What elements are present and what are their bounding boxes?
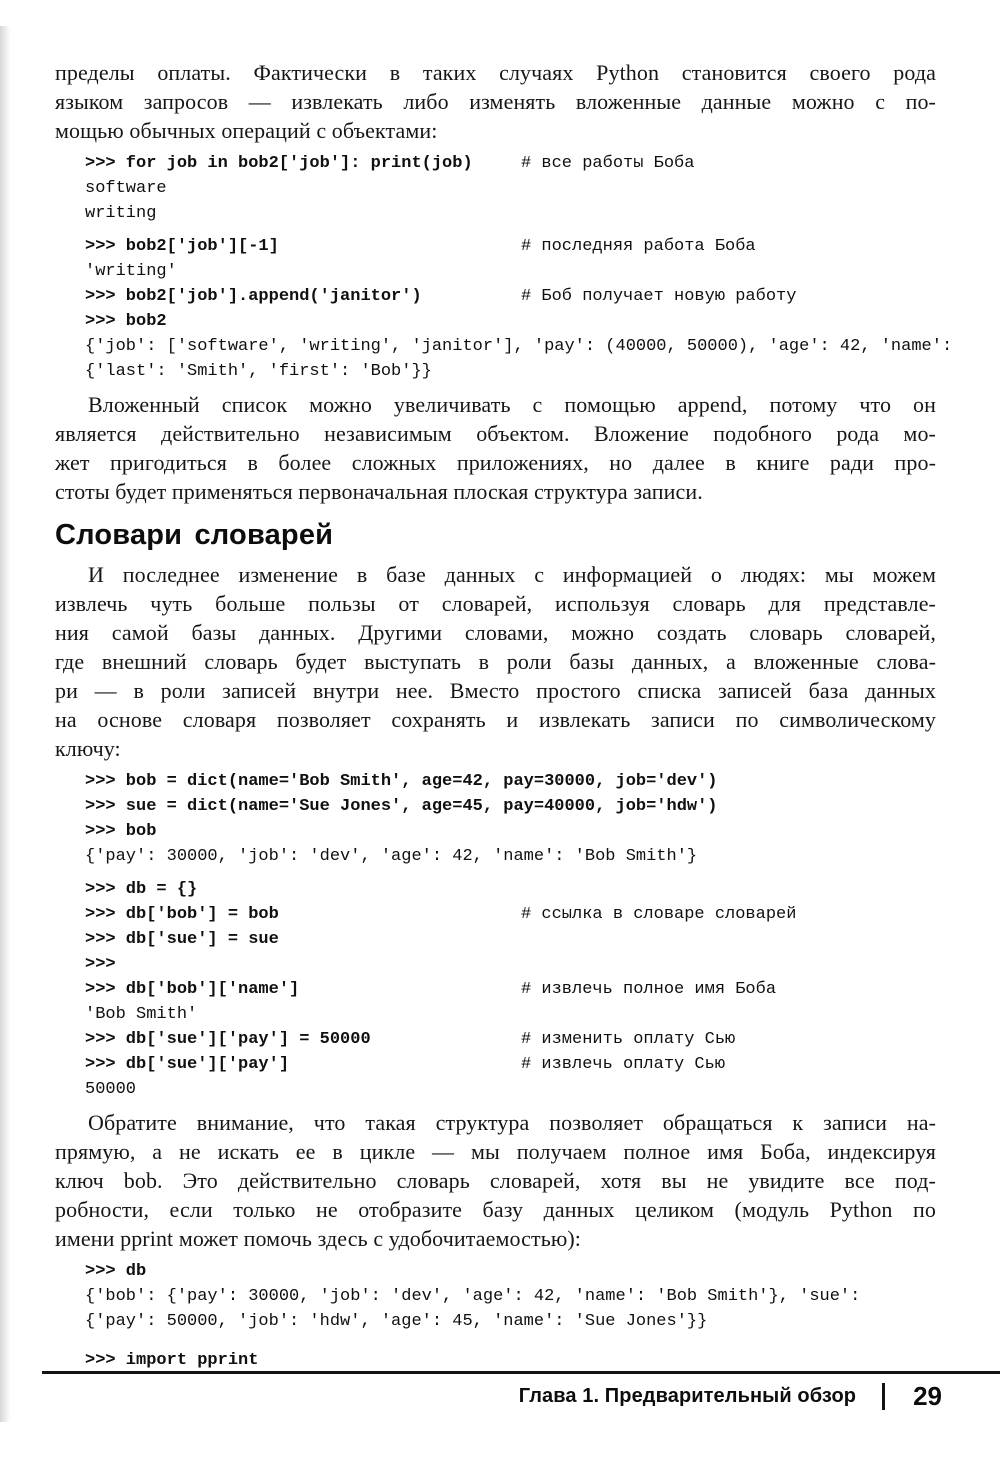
code-line (85, 977, 936, 1002)
code-input: >>> for job in bob2['job']: print(job) (85, 154, 473, 173)
code-output: software (85, 179, 167, 198)
code-block-jobs-loop (85, 151, 936, 226)
code-block-db-print (85, 1259, 936, 1334)
code-line (85, 284, 936, 309)
code-line (85, 1027, 936, 1052)
code-line (85, 176, 936, 201)
code-line (85, 234, 936, 259)
code-comment: # все работы Боба (521, 154, 695, 173)
code-input: >>> bob = dict(name='Bob Smith', age=42, pay=30000, job='dev') (85, 772, 718, 791)
page-edge-shadow (0, 26, 11, 1422)
paragraph-line: языком запросов — извлекать либо изменять вложенные данные можно с по- (55, 89, 936, 114)
code-line (85, 952, 936, 977)
code-input: >>> bob2 (85, 312, 167, 331)
code-output: 50000 (85, 1080, 137, 1099)
code-line (85, 1002, 936, 1027)
paragraph-line: Обратите внимание, что такая структура позволяет обращаться к записи на- (88, 1110, 936, 1135)
code-input: >>> db['bob']['name'] (85, 980, 300, 999)
code-output: 'writing' (85, 262, 177, 281)
code-line (85, 1077, 936, 1102)
paragraph-line: является действительно независимым объектом. Вложение подобного рода мо- (55, 421, 936, 446)
code-line (85, 334, 953, 359)
code-line (85, 1259, 936, 1284)
code-input: >>> bob2['job'][-1] (85, 237, 279, 256)
code-block-jobs-update (85, 234, 953, 384)
code-comment: # извлечь оплату Сью (521, 1055, 726, 1074)
paragraph-line: извлечь чуть больше пользы от словарей, используя словарь для представле- (55, 591, 936, 616)
code-line (85, 359, 936, 384)
code-line (85, 1052, 936, 1077)
code-line (85, 309, 936, 334)
footer-divider-bar (882, 1383, 885, 1410)
code-input: >>> sue = dict(name='Sue Jones', age=45, pay=40000, job='hdw') (85, 797, 718, 816)
code-comment: # последняя работа Боба (521, 237, 756, 256)
section-heading: Словари словарей (55, 519, 334, 551)
code-comment: # извлечь полное имя Боба (521, 980, 777, 999)
code-comment: # ссылка в словаре словарей (521, 905, 797, 924)
code-output: {'last': 'Smith', 'first': 'Bob'}} (85, 362, 432, 381)
paragraph-line: ри — в роли записей внутри нее. Вместо простого списка записей база данных (55, 678, 936, 703)
code-input: >>> bob2['job'].append('janitor') (85, 287, 422, 306)
page-footer (0, 1381, 942, 1412)
code-output: {'job': ['software', 'writing', 'janitor'], 'pay': (40000, 50000), 'age': 42, 'name': (85, 337, 953, 356)
code-input: >>> (85, 955, 116, 974)
paragraph-line: прямую, а не искать ее в цикле — мы получаем полное имя Боба, индексируя (55, 1139, 936, 1164)
paragraph-line: робности, если только не отобразите базу данных целиком (модуль Python по (55, 1197, 936, 1222)
code-output: {'pay': 30000, 'job': 'dev', 'age': 42, 'name': 'Bob Smith'} (85, 847, 698, 866)
code-line (85, 151, 936, 176)
code-line (85, 877, 936, 902)
code-line (85, 844, 936, 869)
code-input: >>> db (85, 1262, 147, 1281)
code-block-import (85, 1348, 936, 1373)
code-block-records (85, 769, 936, 869)
code-comment: # изменить оплату Сью (521, 1030, 736, 1049)
code-line (85, 1309, 936, 1334)
paragraph-line: Вложенный список можно увеличивать с помощью append, потому что он (88, 392, 936, 417)
code-input: >>> db = {} (85, 880, 198, 899)
code-input: >>> bob (85, 822, 157, 841)
code-input: >>> db['sue']['pay'] (85, 1055, 290, 1074)
paragraph-line: пределы оплаты. Фактически в таких случаях Python становится своего рода (55, 60, 936, 85)
paragraph-line: имени pprint может помочь здесь с удобочитаемостью): (55, 1226, 582, 1251)
code-comment: # Боб получает новую работу (521, 287, 797, 306)
code-input: >>> db['bob'] = bob (85, 905, 279, 924)
dict-of-dicts-paragraph (55, 560, 936, 763)
code-input: >>> db['sue'] = sue (85, 930, 279, 949)
footer-page-number: 29 (913, 1381, 942, 1411)
code-output: {'bob': {'pay': 30000, 'job': 'dev', 'age': 42, 'name': 'Bob Smith'}, 'sue': (85, 1287, 861, 1306)
code-output: writing (85, 204, 157, 223)
direct-access-paragraph (55, 1108, 936, 1253)
footer-rule (42, 1371, 1000, 1374)
code-output: 'Bob Smith' (85, 1005, 198, 1024)
paragraph-line: жет пригодиться в более сложных приложениях, но далее в книге ради про- (55, 450, 936, 475)
paragraph-line: ключу: (55, 736, 121, 761)
code-input: >>> db['sue']['pay'] = 50000 (85, 1030, 371, 1049)
code-line (85, 1348, 936, 1373)
paragraph-line: на основе словаря позволяет сохранять и извлекать записи по символическому (55, 707, 936, 732)
intro-paragraph (55, 58, 936, 145)
code-input: >>> import pprint (85, 1351, 259, 1370)
paragraph-line: ключ bob. Это действительно словарь словарей, хотя вы не увидите все под- (55, 1168, 936, 1193)
code-line (85, 201, 936, 226)
paragraph-line: мощью обычных операций с объектами: (55, 118, 438, 143)
code-line (85, 819, 936, 844)
code-line (85, 1284, 936, 1309)
paragraph-line: стоты будет применяться первоначальная плоская структура записи. (55, 479, 703, 504)
code-line (85, 769, 936, 794)
paragraph-line: ния самой базы данных. Другими словами, можно создать словарь словарей, (55, 620, 936, 645)
code-line (85, 902, 936, 927)
code-line (85, 927, 936, 952)
code-line (85, 794, 936, 819)
footer-chapter-title: Глава 1. Предварительный обзор (518, 1385, 857, 1407)
code-block-db (85, 877, 936, 1102)
paragraph-line: И последнее изменение в базе данных с информацией о людях: мы можем (88, 562, 936, 587)
code-output: {'pay': 50000, 'job': 'hdw', 'age': 45, 'name': 'Sue Jones'}} (85, 1312, 708, 1331)
paragraph-line: где внешний словарь будет выступать в роли базы данных, а вложенные слова- (55, 649, 936, 674)
code-line (85, 259, 936, 284)
nested-list-paragraph (55, 390, 936, 506)
